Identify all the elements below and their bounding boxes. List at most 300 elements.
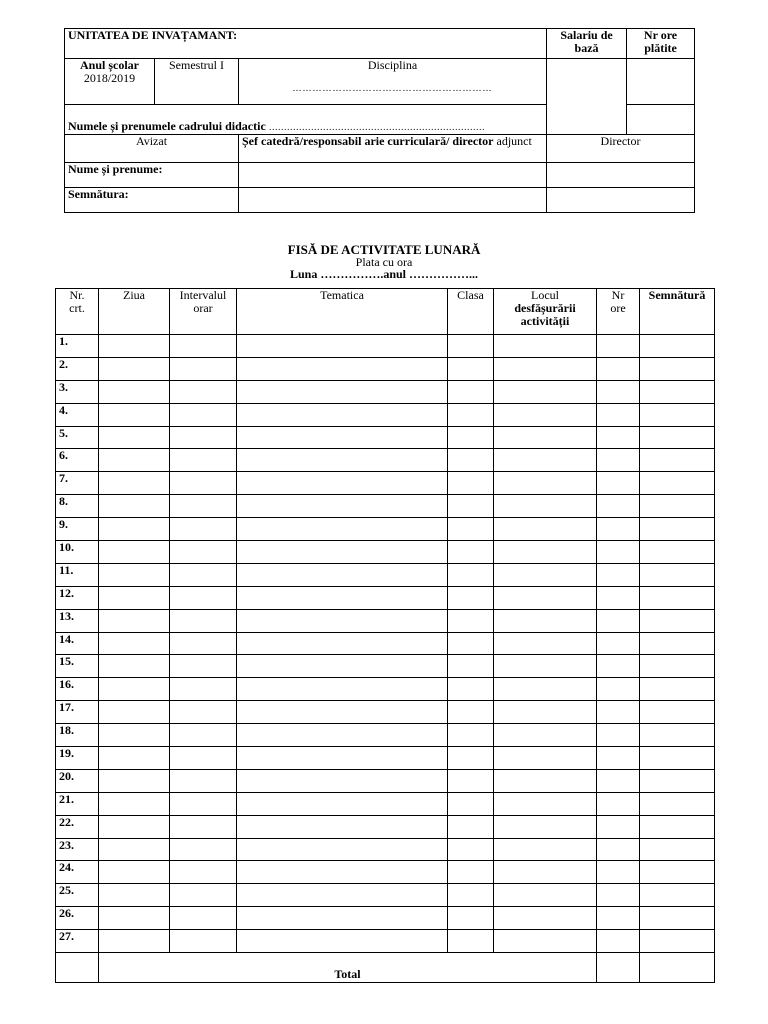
locul-cell[interactable] <box>494 907 597 930</box>
nr-ore-cell[interactable] <box>597 609 640 632</box>
director-name-cell[interactable] <box>547 163 695 188</box>
locul-cell[interactable] <box>494 563 597 586</box>
nr-ore-cell[interactable] <box>597 586 640 609</box>
discipline-dots: …………………………………………………… <box>292 83 493 93</box>
clasa-cell[interactable] <box>448 815 494 838</box>
nr-ore-cell[interactable] <box>597 655 640 678</box>
form-titles <box>0 244 768 280</box>
ziua-cell[interactable] <box>99 335 170 358</box>
table-row <box>56 335 715 358</box>
locul-cell[interactable] <box>494 769 597 792</box>
ziua-cell[interactable] <box>99 357 170 380</box>
tematica-cell[interactable] <box>237 449 448 472</box>
ziua-cell[interactable] <box>99 861 170 884</box>
total-empty-cell <box>56 953 99 983</box>
head-label-cell <box>239 135 547 163</box>
row-number: 17. <box>56 701 99 724</box>
locul-cell[interactable] <box>494 609 597 632</box>
row-number: 27. <box>56 930 99 953</box>
ziua-cell[interactable] <box>99 403 170 426</box>
nr-ore-cell[interactable] <box>597 541 640 564</box>
col-nr-crt <box>56 289 99 335</box>
tematica-cell[interactable] <box>237 380 448 403</box>
nr-ore-cell[interactable] <box>597 563 640 586</box>
clasa-cell[interactable] <box>448 747 494 770</box>
tematica-cell[interactable] <box>237 838 448 861</box>
semnatura-cell[interactable] <box>640 701 715 724</box>
semnatura-cell[interactable] <box>640 884 715 907</box>
locul-cell[interactable] <box>494 335 597 358</box>
col-semnatura: Semnătură <box>640 289 715 335</box>
interval-cell[interactable] <box>170 518 237 541</box>
clasa-cell[interactable] <box>448 930 494 953</box>
interval-cell[interactable] <box>170 541 237 564</box>
locul-cell[interactable] <box>494 701 597 724</box>
nr-ore-cell[interactable] <box>597 769 640 792</box>
locul-cell[interactable] <box>494 495 597 518</box>
clasa-cell[interactable] <box>448 563 494 586</box>
row-number: 19. <box>56 747 99 770</box>
ziua-cell[interactable] <box>99 655 170 678</box>
row-number: 5. <box>56 426 99 449</box>
table-row <box>56 357 715 380</box>
hours-paid-value-cell[interactable] <box>627 59 695 105</box>
nr-ore-cell[interactable] <box>597 518 640 541</box>
nr-ore-cell[interactable] <box>597 632 640 655</box>
interval-cell[interactable] <box>170 563 237 586</box>
interval-cell[interactable] <box>170 678 237 701</box>
semnatura-cell[interactable] <box>640 357 715 380</box>
table-row <box>56 518 715 541</box>
locul-cell[interactable] <box>494 884 597 907</box>
semnatura-cell[interactable] <box>640 724 715 747</box>
semnatura-cell[interactable] <box>640 792 715 815</box>
clasa-cell[interactable] <box>448 403 494 426</box>
interval-cell[interactable] <box>170 724 237 747</box>
table-row <box>56 541 715 564</box>
row-number: 16. <box>56 678 99 701</box>
interval-cell[interactable] <box>170 747 237 770</box>
interval-cell[interactable] <box>170 426 237 449</box>
tematica-cell[interactable] <box>237 495 448 518</box>
table-row <box>56 838 715 861</box>
row-number: 4. <box>56 403 99 426</box>
semnatura-cell[interactable] <box>640 838 715 861</box>
ziua-cell[interactable] <box>99 930 170 953</box>
locul-cell[interactable] <box>494 930 597 953</box>
teacher-dots: ……………………………………………………………… <box>268 122 485 132</box>
ziua-cell[interactable] <box>99 586 170 609</box>
tematica-cell[interactable] <box>237 861 448 884</box>
tematica-cell[interactable] <box>237 884 448 907</box>
tematica-cell[interactable] <box>237 335 448 358</box>
director-signature-cell[interactable] <box>547 188 695 213</box>
table-row <box>56 403 715 426</box>
col-locul <box>494 289 597 335</box>
ziua-cell[interactable] <box>99 541 170 564</box>
ziua-cell[interactable] <box>99 563 170 586</box>
semnatura-cell[interactable] <box>640 518 715 541</box>
col-crt-text: crt. <box>69 301 85 315</box>
col-interval-text-2: orar <box>193 301 213 315</box>
hours-paid-value-cell-2[interactable] <box>627 105 695 135</box>
salary-label: Salariu de bază <box>547 29 627 59</box>
nr-ore-cell[interactable] <box>597 815 640 838</box>
semnatura-cell[interactable] <box>640 815 715 838</box>
row-number: 23. <box>56 838 99 861</box>
semnatura-cell[interactable] <box>640 769 715 792</box>
endorsed-label: Avizat <box>65 135 239 163</box>
col-nr-ore-text-1: Nr <box>611 288 625 302</box>
table-row <box>56 861 715 884</box>
nr-ore-cell[interactable] <box>597 335 640 358</box>
interval-cell[interactable] <box>170 655 237 678</box>
nr-ore-cell[interactable] <box>597 403 640 426</box>
clasa-cell[interactable] <box>448 861 494 884</box>
total-row <box>56 953 715 983</box>
locul-cell[interactable] <box>494 541 597 564</box>
semnatura-cell[interactable] <box>640 472 715 495</box>
row-number: 2. <box>56 357 99 380</box>
table-row <box>56 747 715 770</box>
ziua-cell[interactable] <box>99 518 170 541</box>
nr-ore-cell[interactable] <box>597 907 640 930</box>
signature-label: Semnătura: <box>65 188 239 213</box>
table-row <box>56 907 715 930</box>
clasa-cell[interactable] <box>448 655 494 678</box>
tematica-cell[interactable] <box>237 655 448 678</box>
semnatura-cell[interactable] <box>640 747 715 770</box>
ziua-cell[interactable] <box>99 472 170 495</box>
nr-ore-cell[interactable] <box>597 724 640 747</box>
row-number: 8. <box>56 495 99 518</box>
tematica-cell[interactable] <box>237 357 448 380</box>
school-year-value: 2018/2019 <box>83 71 136 85</box>
tematica-cell[interactable] <box>237 632 448 655</box>
nr-ore-cell[interactable] <box>597 884 640 907</box>
tematica-cell[interactable] <box>237 769 448 792</box>
semnatura-cell[interactable] <box>640 541 715 564</box>
table-row <box>56 769 715 792</box>
clasa-cell[interactable] <box>448 449 494 472</box>
row-number: 9. <box>56 518 99 541</box>
tematica-cell[interactable] <box>237 907 448 930</box>
locul-cell[interactable] <box>494 838 597 861</box>
ziua-cell[interactable] <box>99 792 170 815</box>
nr-ore-cell[interactable] <box>597 678 640 701</box>
row-number: 15. <box>56 655 99 678</box>
ziua-cell[interactable] <box>99 907 170 930</box>
table-row <box>56 495 715 518</box>
nr-ore-cell[interactable] <box>597 426 640 449</box>
locul-cell[interactable] <box>494 861 597 884</box>
col-nr-text: Nr. <box>69 288 85 302</box>
row-number: 21. <box>56 792 99 815</box>
semnatura-cell[interactable] <box>640 586 715 609</box>
interval-cell[interactable] <box>170 357 237 380</box>
tematica-cell[interactable] <box>237 678 448 701</box>
locul-cell[interactable] <box>494 518 597 541</box>
table-row <box>56 426 715 449</box>
ziua-cell[interactable] <box>99 701 170 724</box>
tematica-cell[interactable] <box>237 815 448 838</box>
table-row <box>56 884 715 907</box>
tematica-cell[interactable] <box>237 930 448 953</box>
total-label: Total <box>99 953 597 983</box>
tematica-cell[interactable] <box>237 403 448 426</box>
locul-cell[interactable] <box>494 357 597 380</box>
row-number: 12. <box>56 586 99 609</box>
ziua-cell[interactable] <box>99 769 170 792</box>
semnatura-cell[interactable] <box>640 449 715 472</box>
tematica-cell[interactable] <box>237 792 448 815</box>
row-number: 3. <box>56 380 99 403</box>
semnatura-cell[interactable] <box>640 609 715 632</box>
ziua-cell[interactable] <box>99 884 170 907</box>
activity-table <box>55 288 715 983</box>
ziua-cell[interactable] <box>99 495 170 518</box>
table-row <box>56 724 715 747</box>
locul-cell[interactable] <box>494 792 597 815</box>
interval-cell[interactable] <box>170 861 237 884</box>
row-number: 25. <box>56 884 99 907</box>
table-row <box>56 701 715 724</box>
ziua-cell[interactable] <box>99 632 170 655</box>
ziua-cell[interactable] <box>99 426 170 449</box>
semnatura-cell[interactable] <box>640 563 715 586</box>
clasa-cell[interactable] <box>448 586 494 609</box>
nr-ore-cell[interactable] <box>597 357 640 380</box>
ziua-cell[interactable] <box>99 724 170 747</box>
nr-ore-cell[interactable] <box>597 838 640 861</box>
interval-cell[interactable] <box>170 380 237 403</box>
clasa-cell[interactable] <box>448 678 494 701</box>
locul-cell[interactable] <box>494 403 597 426</box>
interval-cell[interactable] <box>170 335 237 358</box>
total-signature-cell[interactable] <box>640 953 715 983</box>
row-number: 7. <box>56 472 99 495</box>
clasa-cell[interactable] <box>448 838 494 861</box>
tematica-cell[interactable] <box>237 518 448 541</box>
name-label: Nume și prenume: <box>65 163 239 188</box>
semnatura-cell[interactable] <box>640 495 715 518</box>
row-number: 14. <box>56 632 99 655</box>
table-row <box>56 655 715 678</box>
ziua-cell[interactable] <box>99 609 170 632</box>
col-interval-text-1: Intervalul <box>179 288 227 302</box>
tematica-cell[interactable] <box>237 541 448 564</box>
nr-ore-cell[interactable] <box>597 792 640 815</box>
interval-cell[interactable] <box>170 838 237 861</box>
col-tematica: Tematica <box>237 289 448 335</box>
discipline-cell[interactable] <box>239 59 547 105</box>
clasa-cell[interactable] <box>448 609 494 632</box>
semnatura-cell[interactable] <box>640 907 715 930</box>
interval-cell[interactable] <box>170 495 237 518</box>
teacher-label: Numele și prenumele cadrului didactic <box>68 119 266 133</box>
interval-cell[interactable] <box>170 609 237 632</box>
locul-cell[interactable] <box>494 426 597 449</box>
interval-cell[interactable] <box>170 907 237 930</box>
row-number: 20. <box>56 769 99 792</box>
tematica-cell[interactable] <box>237 609 448 632</box>
semnatura-cell[interactable] <box>640 655 715 678</box>
table-row <box>56 609 715 632</box>
ziua-cell[interactable] <box>99 449 170 472</box>
ziua-cell[interactable] <box>99 747 170 770</box>
locul-cell[interactable] <box>494 815 597 838</box>
col-locul-text-1: Locul <box>531 288 559 302</box>
row-number: 18. <box>56 724 99 747</box>
interval-cell[interactable] <box>170 449 237 472</box>
nr-ore-cell[interactable] <box>597 930 640 953</box>
nr-ore-cell[interactable] <box>597 380 640 403</box>
table-row <box>56 930 715 953</box>
director-label: Director <box>547 135 695 163</box>
interval-cell[interactable] <box>170 815 237 838</box>
table-body <box>56 335 715 953</box>
row-number: 11. <box>56 563 99 586</box>
form-title: FISĂ DE ACTIVITATE LUNARĂ <box>287 242 481 257</box>
interval-cell[interactable] <box>170 792 237 815</box>
semnatura-cell[interactable] <box>640 380 715 403</box>
clasa-cell[interactable] <box>448 518 494 541</box>
clasa-cell[interactable] <box>448 472 494 495</box>
table-row <box>56 563 715 586</box>
col-clasa: Clasa <box>448 289 494 335</box>
total-hours-cell[interactable] <box>597 953 640 983</box>
semnatura-cell[interactable] <box>640 678 715 701</box>
clasa-cell[interactable] <box>448 769 494 792</box>
ziua-cell[interactable] <box>99 838 170 861</box>
locul-cell[interactable] <box>494 724 597 747</box>
row-number: 13. <box>56 609 99 632</box>
locul-cell[interactable] <box>494 380 597 403</box>
table-row <box>56 449 715 472</box>
table-row <box>56 792 715 815</box>
head-label-bold: Șef catedră/responsabil arie curriculară/ director <box>242 134 494 148</box>
header-table <box>64 28 695 213</box>
hours-paid-label: Nr ore plătite <box>627 29 695 59</box>
table-row <box>56 815 715 838</box>
row-number: 1. <box>56 335 99 358</box>
tematica-cell[interactable] <box>237 701 448 724</box>
nr-ore-cell[interactable] <box>597 472 640 495</box>
semnatura-cell[interactable] <box>640 632 715 655</box>
clasa-cell[interactable] <box>448 884 494 907</box>
nr-ore-cell[interactable] <box>597 861 640 884</box>
interval-cell[interactable] <box>170 632 237 655</box>
col-locul-text-2: desfășurării <box>514 301 576 315</box>
col-interval <box>170 289 237 335</box>
semnatura-cell[interactable] <box>640 335 715 358</box>
tematica-cell[interactable] <box>237 426 448 449</box>
table-row <box>56 472 715 495</box>
salary-value-cell[interactable] <box>547 59 627 135</box>
clasa-cell[interactable] <box>448 380 494 403</box>
row-number: 6. <box>56 449 99 472</box>
locul-cell[interactable] <box>494 655 597 678</box>
clasa-cell[interactable] <box>448 724 494 747</box>
col-nr-ore-text-2: ore <box>610 301 626 315</box>
teacher-cell[interactable] <box>65 105 547 135</box>
nr-ore-cell[interactable] <box>597 495 640 518</box>
row-number: 10. <box>56 541 99 564</box>
interval-cell[interactable] <box>170 472 237 495</box>
interval-cell[interactable] <box>170 930 237 953</box>
discipline-label: Disciplina <box>367 58 418 72</box>
table-row <box>56 380 715 403</box>
ziua-cell[interactable] <box>99 380 170 403</box>
nr-ore-cell[interactable] <box>597 449 640 472</box>
nr-ore-cell[interactable] <box>597 747 640 770</box>
head-name-cell[interactable] <box>239 163 547 188</box>
school-year-label: Anul școlar <box>79 58 139 72</box>
table-header-row <box>56 289 715 335</box>
table-row <box>56 678 715 701</box>
row-number: 24. <box>56 861 99 884</box>
form-subtitle: Plata cu ora <box>355 255 413 269</box>
col-ziua: Ziua <box>99 289 170 335</box>
unit-label: UNITATEA DE INVAȚAMANT: <box>65 29 547 59</box>
interval-cell[interactable] <box>170 586 237 609</box>
clasa-cell[interactable] <box>448 632 494 655</box>
interval-cell[interactable] <box>170 884 237 907</box>
locul-cell[interactable] <box>494 678 597 701</box>
semnatura-cell[interactable] <box>640 930 715 953</box>
nr-ore-cell[interactable] <box>597 701 640 724</box>
col-locul-text-3: activității <box>520 314 570 328</box>
row-number: 22. <box>56 815 99 838</box>
ziua-cell[interactable] <box>99 678 170 701</box>
tematica-cell[interactable] <box>237 586 448 609</box>
clasa-cell[interactable] <box>448 357 494 380</box>
tematica-cell[interactable] <box>237 563 448 586</box>
semnatura-cell[interactable] <box>640 861 715 884</box>
locul-cell[interactable] <box>494 747 597 770</box>
interval-cell[interactable] <box>170 403 237 426</box>
clasa-cell[interactable] <box>448 907 494 930</box>
semester-label: Semestrul I <box>155 59 239 105</box>
clasa-cell[interactable] <box>448 701 494 724</box>
locul-cell[interactable] <box>494 449 597 472</box>
locul-cell[interactable] <box>494 632 597 655</box>
month-line: Luna …………….anul ……………... <box>289 267 479 281</box>
tematica-cell[interactable] <box>237 724 448 747</box>
head-label-normal: adjunct <box>493 134 532 148</box>
locul-cell[interactable] <box>494 472 597 495</box>
ziua-cell[interactable] <box>99 815 170 838</box>
clasa-cell[interactable] <box>448 426 494 449</box>
school-year-cell <box>65 59 155 105</box>
interval-cell[interactable] <box>170 769 237 792</box>
clasa-cell[interactable] <box>448 335 494 358</box>
tematica-cell[interactable] <box>237 747 448 770</box>
row-number: 26. <box>56 907 99 930</box>
col-nr-ore <box>597 289 640 335</box>
head-signature-cell[interactable] <box>239 188 547 213</box>
interval-cell[interactable] <box>170 701 237 724</box>
clasa-cell[interactable] <box>448 495 494 518</box>
clasa-cell[interactable] <box>448 541 494 564</box>
semnatura-cell[interactable] <box>640 426 715 449</box>
table-row <box>56 632 715 655</box>
table-row <box>56 586 715 609</box>
locul-cell[interactable] <box>494 586 597 609</box>
clasa-cell[interactable] <box>448 792 494 815</box>
tematica-cell[interactable] <box>237 472 448 495</box>
semnatura-cell[interactable] <box>640 403 715 426</box>
